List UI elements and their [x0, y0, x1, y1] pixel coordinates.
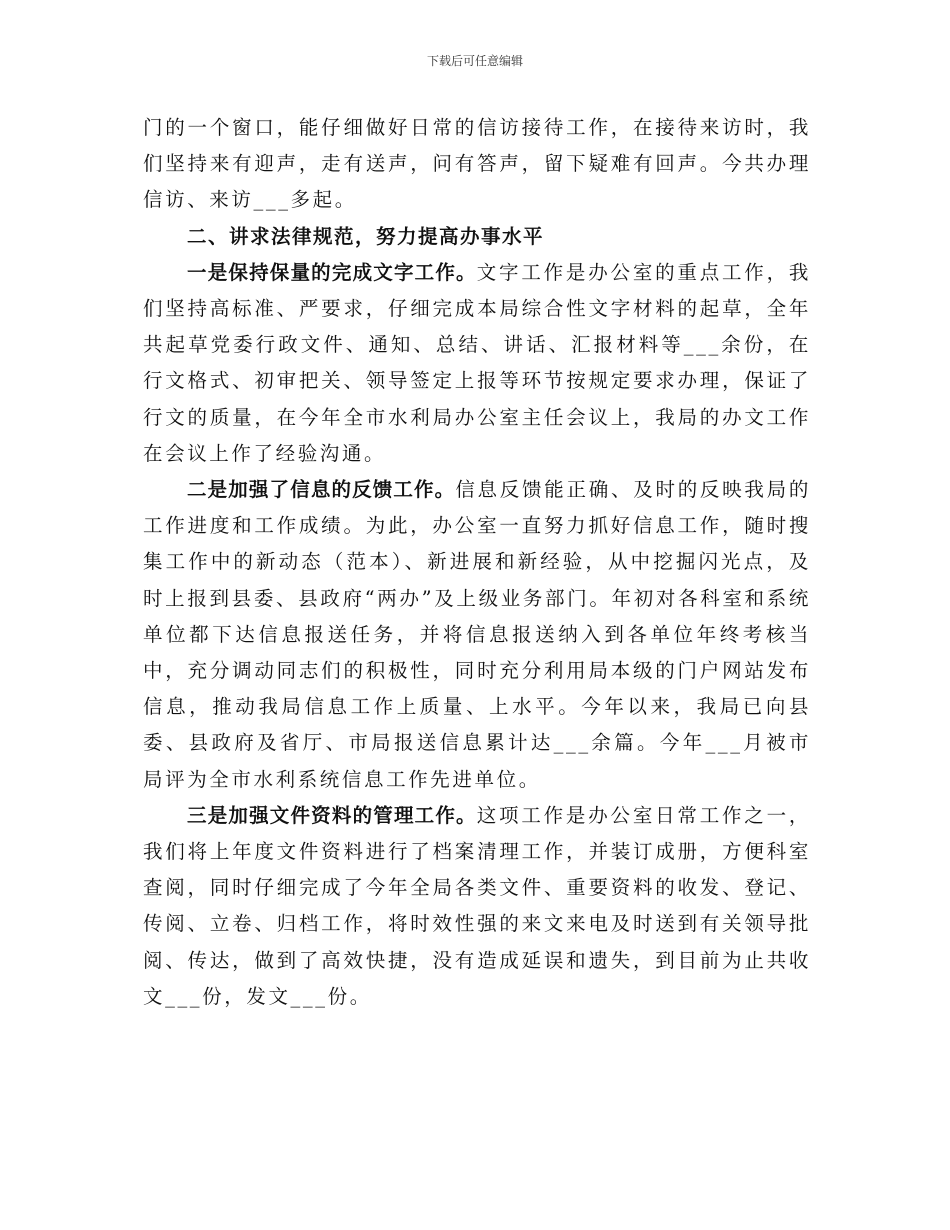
- paragraph-info-feedback: [143, 472, 811, 798]
- paragraph-lead: 三是加强文件资料的管理工作。: [187, 803, 477, 827]
- document-body: [143, 110, 811, 1015]
- paragraph-body: 文字工作是办公室的重点工作，我们坚持高标准、严要求，仔细完成本局综合性文字材料的起草，全年共起草党委行政文件、通知、总结、讲话、汇报材料等___余份，在行文格式、初审把关、领导签定上报等环节按规定要求办理，保证了行文的质量，在今年全市水利局办公室主任会议上，我局的办文工作在会议上作了经验沟通。: [143, 260, 811, 465]
- section-heading: 二、讲求法律规范，努力提高办事水平: [187, 224, 545, 248]
- paragraph-lead: 二是加强了信息的反馈工作。: [187, 478, 456, 502]
- paragraph-lead: 一是保持保量的完成文字工作。: [187, 260, 477, 284]
- paragraph-body: 信息反馈能正确、及时的反映我局的工作进度和工作成绩。为此，办公室一直努力抓好信息工作，随时搜集工作中的新动态（范本）、新进展和新经验，从中挖掘闪光点，及时上报到县委、县政府“两办”及上级业务部门。年初对各科室和系统单位都下达信息报送任务，并将信息报送纳入到各单位年终考核当中，充分调动同志们的积极性，同时充分利用局本级的门户网站发布信息，推动我局信息工作上质量、上水平。今年以来，我局已向县委、县政府及省厅、市局报送信息累计达___余篇。今年___月被市局评为全市水利系统信息工作先进单位。: [143, 478, 811, 791]
- paragraph-text-work: [143, 255, 811, 472]
- paragraph-continuation: 门的一个窗口，能仔细做好日常的信访接待工作，在接待来访时，我们坚持来有迎声，走有送声，问有答声，留下疑难有回声。今共办理信访、来访___多起。: [143, 116, 811, 212]
- paragraph-body: 这项工作是办公室日常工作之一，我们将上年度文件资料进行了档案清理工作，并装订成册，方便科室查阅，同时仔细完成了今年全局各类文件、重要资料的收发、登记、传阅、立卷、归档工作，将时效性强的来文来电及时送到有关领导批阅、传达，做到了高效快捷，没有造成延误和遗失，到目前为止共收文___份，发文___份。: [143, 803, 811, 1008]
- paragraph-document-management: [143, 798, 811, 1015]
- page-header: 下载后可任意编辑: [426, 54, 523, 68]
